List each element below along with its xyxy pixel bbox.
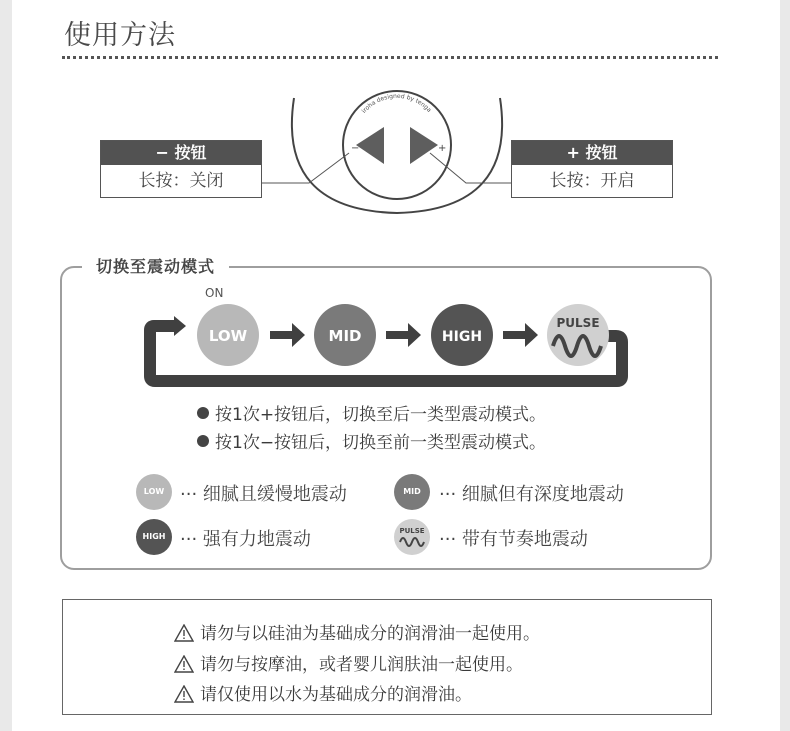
legend-high-text: 强有力地震动 <box>202 529 311 550</box>
legend-pulse-badge-graphic <box>394 519 430 555</box>
plus-button-title: + 按钮 <box>512 141 672 165</box>
loop-arrow-head <box>174 316 186 336</box>
mode-pulse-circle <box>547 304 609 366</box>
instruction-minus-text: 按1次−按钮后，切换至前一类型震动模式。 <box>215 433 547 453</box>
warning-text-water-based: 请仅使用以水为基础成分的润滑油。 <box>200 685 472 705</box>
warning-text-massage-oil: 请勿与按摩油，或者婴儿润肤油一起使用。 <box>200 655 523 675</box>
legend-pulse-circle <box>394 519 430 555</box>
legend-separator: ··· <box>439 529 457 550</box>
legend-low-badge: LOW <box>136 474 172 510</box>
warning-item <box>174 650 523 675</box>
bullet-dot <box>197 407 209 419</box>
minus-leader-line <box>262 153 349 183</box>
instruction-minus <box>197 428 546 453</box>
legend-mid-item <box>439 480 624 506</box>
warning-item <box>174 619 540 644</box>
instruction-plus-text: 按1次+按钮后，切换至后一类型震动模式。 <box>215 405 547 425</box>
brand-arc-text-path: iroha designed by tenga <box>360 92 433 115</box>
plus-button-action: 长按：开启 <box>549 171 635 191</box>
plus-leader-line <box>430 153 512 183</box>
instruction-plus <box>197 400 546 425</box>
arrow-high-to-pulse-icon <box>503 323 538 347</box>
legend-low-text: 细腻且缓慢地震动 <box>202 484 347 505</box>
plus-symbol: + <box>438 143 447 154</box>
mode-low-label: LOW <box>208 327 248 345</box>
minus-button-action: 长按：关闭 <box>138 171 224 191</box>
warning-triangle-icon <box>174 624 194 642</box>
legend-separator: ··· <box>439 484 457 505</box>
legend-pulse-badge <box>394 519 430 555</box>
warning-triangle-icon <box>174 655 194 673</box>
minus-symbol: − <box>351 143 360 154</box>
arrow-mid-to-high-icon <box>386 323 421 347</box>
minus-button-callout <box>100 140 262 198</box>
leader-lines <box>12 0 780 240</box>
bullet-dot <box>197 435 209 447</box>
legend-pulse-text: 带有节奏地震动 <box>461 529 588 550</box>
on-label: ON <box>205 286 224 300</box>
legend-separator: ··· <box>180 484 198 505</box>
legend-low-item <box>180 480 347 506</box>
plus-button-callout <box>511 140 673 198</box>
legend-pulse-item <box>439 525 588 551</box>
arrow-low-to-mid-icon <box>270 323 305 347</box>
legend-mid-badge: MID <box>394 474 430 510</box>
legend-high-item <box>180 525 311 551</box>
mode-panel-heading: 切换至震动模式 <box>82 254 229 277</box>
page-title: 使用方法 <box>64 20 176 51</box>
legend-separator: ··· <box>180 529 198 550</box>
warning-triangle-icon <box>174 685 194 703</box>
legend-high-badge: HIGH <box>136 519 172 555</box>
warning-item <box>174 680 472 705</box>
mode-pulse-label: PULSE <box>556 316 600 330</box>
legend-pulse-label: PULSE <box>399 527 425 535</box>
minus-button-title: − 按钮 <box>101 141 261 165</box>
mode-high-label: HIGH <box>441 329 483 345</box>
mode-mid-label: MID <box>328 327 362 345</box>
warning-text-silicone: 请勿与以硅油为基础成分的润滑油一起使用。 <box>200 624 540 644</box>
legend-mid-text: 细腻但有深度地震动 <box>461 484 624 505</box>
mode-cycle-diagram <box>122 296 652 392</box>
manual-page <box>12 0 780 731</box>
